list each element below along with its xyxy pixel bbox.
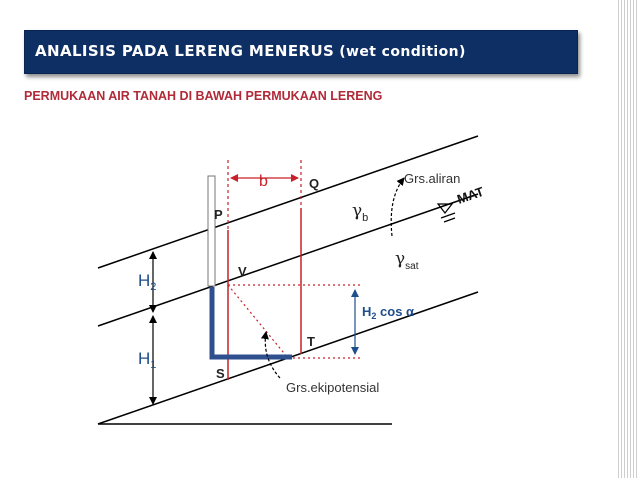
label-equipotential: Grs.ekipotensial: [286, 380, 380, 395]
water-level-l-shape: [212, 287, 292, 357]
label-q: Q: [309, 176, 320, 191]
piezometer-tube: [208, 176, 215, 286]
label-t: T: [307, 334, 315, 349]
title-condition: (wet condition): [339, 44, 466, 60]
water-table-symbol: [438, 204, 455, 222]
label-h2-cos-alpha: $H_2$ cos α: [362, 304, 415, 321]
label-gamma-sat: $\gamma_{sat}$: [395, 249, 419, 272]
label-b: b: [259, 173, 268, 190]
label-gamma-b: $\gamma_b$: [352, 201, 369, 224]
title-main: ANALISIS PADA LERENG MENERUS: [35, 42, 335, 60]
slide-subtitle: PERMUKAAN AIR TANAH DI BAWAH PERMUKAAN LERENG: [24, 89, 383, 103]
label-flow-line: Grs.aliran: [404, 171, 461, 186]
label-p: P: [214, 207, 223, 222]
label-v: V: [238, 264, 247, 279]
label-h2: $H_2$: [138, 271, 157, 293]
dotted-equipotential-line: [228, 285, 288, 358]
water-table-line: [98, 194, 478, 326]
ground-surface-line: [98, 136, 478, 268]
label-s: S: [216, 366, 225, 381]
label-mat: MAT: [455, 183, 486, 207]
label-h1: $H_1$: [138, 349, 157, 371]
flow-line-arrow: [391, 178, 404, 236]
